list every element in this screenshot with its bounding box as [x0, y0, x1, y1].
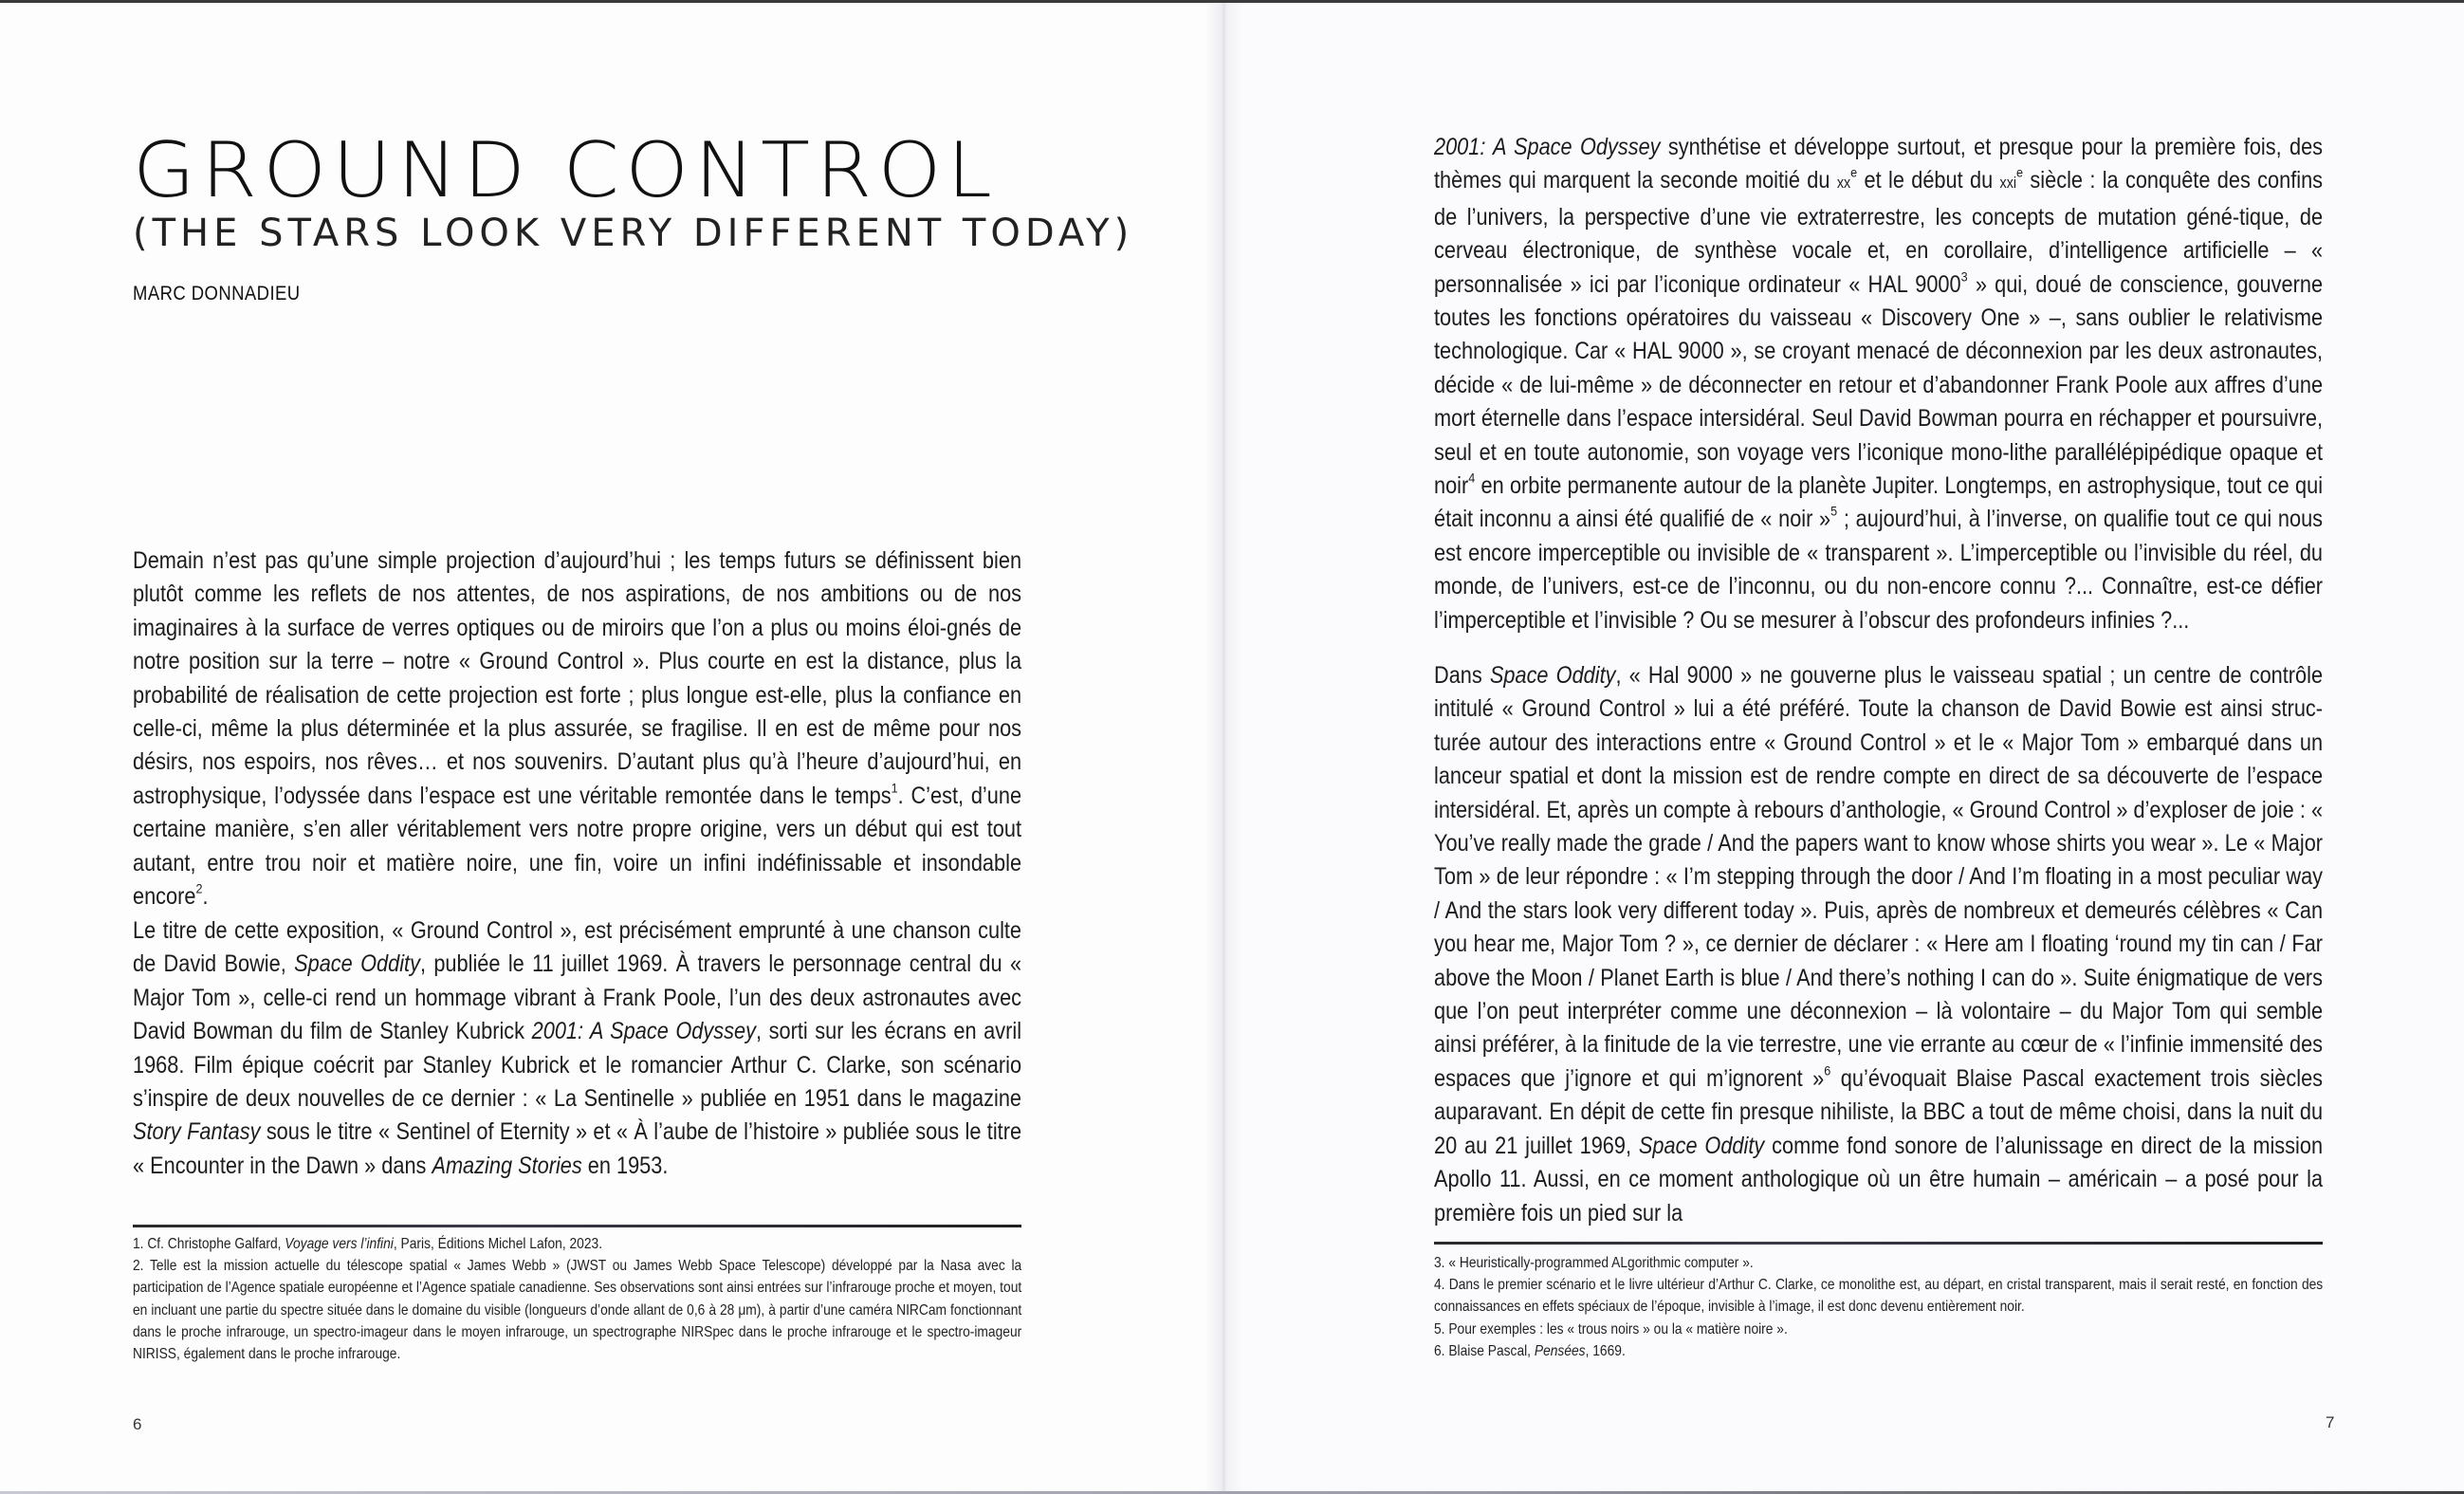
- article-subtitle: (THE STARS LOOK VERY DIFFERENT TODAY): [133, 212, 1134, 255]
- scan-edge-top: [0, 0, 2464, 3]
- footnote-5: 5. Pour exemples : les « trous noirs » ou la « matière noire ».: [1434, 1320, 1788, 1337]
- footnote-3: 3. « Heuristically-programmed ALgorithmic computer ».: [1434, 1255, 1754, 1271]
- body-paragraph-3: 2001: A Space Odyssey synthétise et développe surtout, et presque pour la première fois, des thèmes qui marquent la seconde moitié du $xx^e$ et le début du xxi$^e$ siècle : la conquête des confins de l’univers, la perspective d’une vie extraterrestre, les concepts de mutation géné-tique, de cerveau électronique, de synthèse vocale et, en corollaire, d’intelligence artificielle – « personnalisée » ici par l’iconique ordinateur « HAL 9000$^3$ » qui, doué de conscience, gouverne toutes les fonctions opératoires du vaisseau « Discovery One » –, sans oublier le relativisme technologique. Car « HAL 9000 », se croyant menacé de déconnexion par les deux astronautes, décide « de lui-même » de déconnecter en retour et d’abandonner Frank Poole aux affres d’une mort éternelle dans l’espace intersidéral. Seul David Bowman pourra en réchapper et poursuivre, seul et en toute autonomie, son voyage vers l’iconique mono-lithe parallélépipédique opaque et noir$^4$ en orbite permanente autour de la planète Jupiter. Longtemps, en astrophysique, tout ce qui était inconnu a ainsi été qualifié de « noir »$^5$ ; aujourd’hui, à l’inverse, on qualifie tout ce qui nous est encore imperceptible ou invisible de « transparent ». L’imperceptible ou l’invisible du réel, du monde, de l’univers, est-ce de l’inconnu, ou du non-encore connu ?... Connaître, est-ce défier l’imperceptible et l’invisible ? Ou se mesurer à l’obscur des profondeurs infinies ?...: [1434, 135, 2324, 634]
- author-name: MARC DONNADIEU: [133, 283, 301, 304]
- footnote-2: 2. Telle est la mission actuelle du télescope spatial « James Webb » (JWST ou James Webb Space Telescope) développé par la Nasa avec la participation de l’Agence spatiale européenne et l’Agence spatiale canadienne. Ses observations sont ainsi entrées sur l’infrarouge proche et moyen, tout en incluant une partie du spectre située dans le domaine du visible (longueurs d’onde allant de 0,6 à 28 μm), à partir d’une caméra NIRCam fonctionnant dans le proche infrarouge, un spectro-imageur dans le moyen infrarouge, un spectrographe NIRSpec dans le proche infrarouge et le spectro-imageur NIRISS, également dans le proche infrarouge.: [133, 1258, 1022, 1363]
- body-paragraph-2: Le titre de cette exposition, « Ground Control », est précisément emprunté à une chanson culte de David Bowie, Space Oddity, publiée le 11 juillet 1969. À travers le personnage central du « Major Tom », celle-ci rend un hommage vibrant à Frank Poole, l’un des deux astronautes avec David Bowman du film de Stanley Kubrick 2001: A Space Odyssey, sorti sur les écrans en avril 1968. Film épique coécrit par Stanley Kubrick et le romancier Arthur C. Clarke, son scénario s’inspire de deux nouvelles de ce dernier : « La Sentinelle » publiée en 1951 dans le magazine Story Fantasy sous le titre « Sentinel of Eternity » et « À l’aube de l’histoire » publiée sous le titre « Encounter in the Dawn » dans Amazing Stories en 1953.: [133, 918, 1022, 1179]
- body-paragraph-4: Dans Space Oddity, « Hal 9000 » ne gouverne plus le vaisseau spatial ; un centre de contrôle intitulé « Ground Control » lui a été préféré. Toute la chanson de David Bowie est ainsi struc-turée autour des interactions entre « Ground Control » et le « Major Tom » embarqué dans un lanceur spatial et dont la mission est de rendre compte en direct de sa découverte de l’espace intersidéral. Et, après un compte à rebours d’anthologie, « Ground Control » d’exploser de joie : « You’ve really made the grade / And the papers want to know whose shirts you wear ». Le « Major Tom » de leur répondre : « I’m stepping through the door / And I’m floating in a most peculiar way / And the stars look very different today ». Puis, après de nombreux et demeurés célèbres « Can you hear me, Major Tom ? », ce dernier de déclarer : « Here am I floating ‘round my tin can / Far above the Moon / Planet Earth is blue / And there’s nothing I can do ». Suite énigmatique de vers que l’on peut interpréter comme une déconnexion – là volontaire – du Major Tom qui semble ainsi préférer, à la finitude de la vie terrestre, une vie errante au cœur de « l’infinie immensité des espaces que j’ignore et qui m’ignorent »$^6$ qu’évoquait Blaise Pascal exactement trois siècles auparavant. En dépit de cette fin presque nihiliste, la BBC a tout de même choisi, dans la nuit du 20 au 21 juillet 1969, Space Oddity comme fond sonore de l’alunissage en direct de la mission Apollo 11. Aussi, en ce moment anthologique où un être humain – américain – a posé pour la première fois un pied sur la: [1434, 663, 2324, 1227]
- book-gutter: [1204, 0, 1242, 1494]
- page-number-left: 6: [133, 1415, 142, 1433]
- footnote-ref-4[interactable]: 4: [1468, 470, 1476, 487]
- right-page: [1223, 0, 2464, 1494]
- article-title: GROUND CONTROL: [133, 126, 999, 214]
- footnote-ref-3[interactable]: 3: [1960, 269, 1968, 286]
- footnote-ref-6[interactable]: 6: [1824, 1063, 1831, 1079]
- footnote-ref-2[interactable]: 2: [195, 881, 203, 897]
- footnote-divider: [133, 1225, 1021, 1227]
- footnote-4: 4. Dans le premier scénario et le livre ultérieur d’Arthur C. Clarke, ce monolithe est, au départ, en cristal transparent, mais il serait resté, en fonction des connaissances en effets spéciaux de l’époque, invisible à l’image, il est donc devenu entièrement noir.: [1434, 1277, 2324, 1316]
- footnote-1: 1. Cf. Christophe Galfard, Voyage vers l’infini, Paris, Éditions Michel Lafon, 2023.: [133, 1236, 603, 1252]
- body-paragraph-1: Demain n’est pas qu’une simple projection d’aujourd’hui ; les temps futurs se définissent bien plutôt comme les reflets de nos attentes, de nos aspirations, de nos ambitions ou de nos imaginaires à la surface de verres optiques ou de miroirs que l’on a plus ou moins éloi-gnés de notre position sur la terre – notre « Ground Control ». Plus courte en est la distance, plus la probabilité de réalisation de cette projection est forte ; plus longue est-elle, plus la confiance en celle-ci, même la plus déterminée et la plus assurée, se fragilise. Il en est de même pour nos désirs, nos espoirs, nos rêves… et nos souvenirs. D’autant plus qu’à l’heure d’aujourd’hui, en astrophysique, l’odyssée dans l’espace est une véritable remontée dans le temps$^1$. C’est, d’une certaine manière, s’en aller véritablement vers notre propre origine, vers un début qui est tout autant, entre trou noir et matière noire, une fin, voire un infini indéfinissable et insondable encore$^2$.: [133, 548, 1022, 911]
- footnote-ref-1[interactable]: 1: [891, 781, 898, 797]
- footnotes: [1434, 1252, 2323, 1362]
- footnote-6: 6. Blaise Pascal, Pensées, 1669.: [1434, 1342, 1626, 1359]
- footnotes: [133, 1233, 1021, 1365]
- page-number-right: 7: [2326, 1413, 2335, 1431]
- footnote-ref-5[interactable]: 5: [1830, 505, 1838, 521]
- left-page: [0, 0, 1223, 1494]
- footnote-divider: [1434, 1242, 2323, 1245]
